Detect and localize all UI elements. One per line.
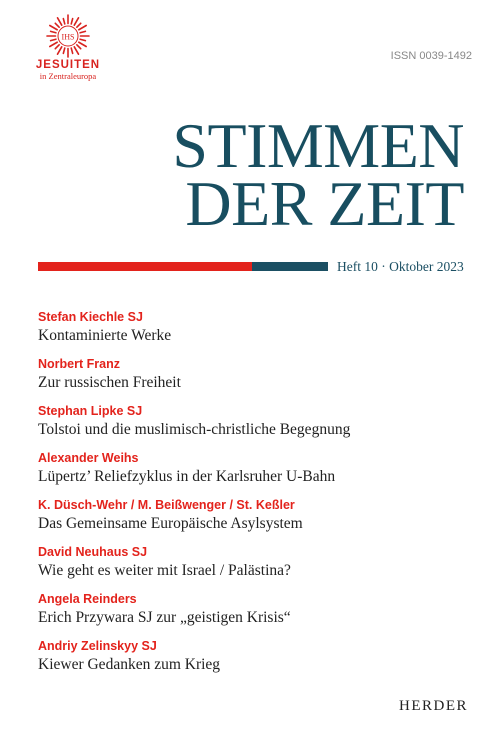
sun-ray <box>80 39 85 40</box>
toc-title: Wie geht es weiter mit Israel / Palästina? <box>38 562 291 579</box>
sun-ray <box>58 18 62 25</box>
sun-ray <box>63 48 64 53</box>
sun-ray <box>50 42 57 46</box>
table-of-contents <box>38 309 478 685</box>
toc-entry <box>38 450 478 497</box>
toc-title: Lüpertz’ Reliefzyklus in der Karlsruher U-Bahn <box>38 468 336 485</box>
sun-ray <box>74 18 78 25</box>
sun-ray <box>80 31 85 32</box>
toc-author: Alexander Weihs <box>38 451 139 465</box>
toc-author: K. Düsch-Wehr / M. Beißwenger / St. Keßler <box>38 498 295 512</box>
sun-ray <box>55 45 59 49</box>
sun-ray <box>63 19 64 24</box>
toc-entry <box>38 309 478 356</box>
toc-title: Zur russischen Freiheit <box>38 374 181 391</box>
sun-ray <box>55 23 59 27</box>
toc-entry <box>38 497 478 544</box>
sun-ray <box>51 39 56 40</box>
toc-entry <box>38 356 478 403</box>
toc-author: Stephan Lipke SJ <box>38 404 143 418</box>
toc-title: Erich Przywara SJ zur „geistigen Krisis“ <box>38 609 291 626</box>
toc-title: Kiewer Gedanken zum Krieg <box>38 656 221 673</box>
sunburst-ihs-icon <box>46 14 90 58</box>
issue-info: Heft 10 · Oktober 2023 <box>337 259 464 274</box>
sun-ray <box>71 48 72 53</box>
sun-ray <box>50 26 57 30</box>
issn-number: ISSN 0039-1492 <box>390 50 472 62</box>
sun-ray <box>79 42 86 46</box>
masthead-line-1: STIMMEN <box>172 110 464 181</box>
toc-entry <box>38 638 478 685</box>
toc-author: Angela Reinders <box>38 592 137 606</box>
toc-author: Stefan Kiechle SJ <box>38 310 143 324</box>
accent-bar-teal <box>252 262 328 271</box>
sun-ray <box>77 45 81 49</box>
sun-ray <box>71 19 72 24</box>
toc-entry <box>38 544 478 591</box>
toc-author: Norbert Franz <box>38 357 120 371</box>
sun-ray <box>79 26 86 30</box>
toc-author: David Neuhaus SJ <box>38 545 148 559</box>
toc-entry <box>38 591 478 638</box>
logo-monogram: IHS <box>61 32 75 42</box>
accent-bar-red <box>38 262 252 271</box>
publisher-logo: HERDER <box>399 698 468 714</box>
logo-subline: in Zentraleuropa <box>39 71 97 81</box>
sun-ray <box>58 47 62 54</box>
toc-entry <box>38 403 478 450</box>
jesuits-logo <box>22 14 114 81</box>
sun-ray <box>77 23 81 27</box>
logo-name: JESUITEN <box>35 59 101 71</box>
toc-title: Das Gemeinsame Europäische Asylsystem <box>38 515 303 532</box>
sun-ray <box>51 31 56 32</box>
sun-ray <box>74 47 78 54</box>
toc-title: Tolstoi und die muslimisch-christliche Begegnung <box>38 421 351 438</box>
masthead-line-2: DER ZEIT <box>185 168 464 239</box>
toc-title: Kontaminierte Werke <box>38 327 172 344</box>
toc-author: Andriy Zelinskyy SJ <box>38 639 157 653</box>
